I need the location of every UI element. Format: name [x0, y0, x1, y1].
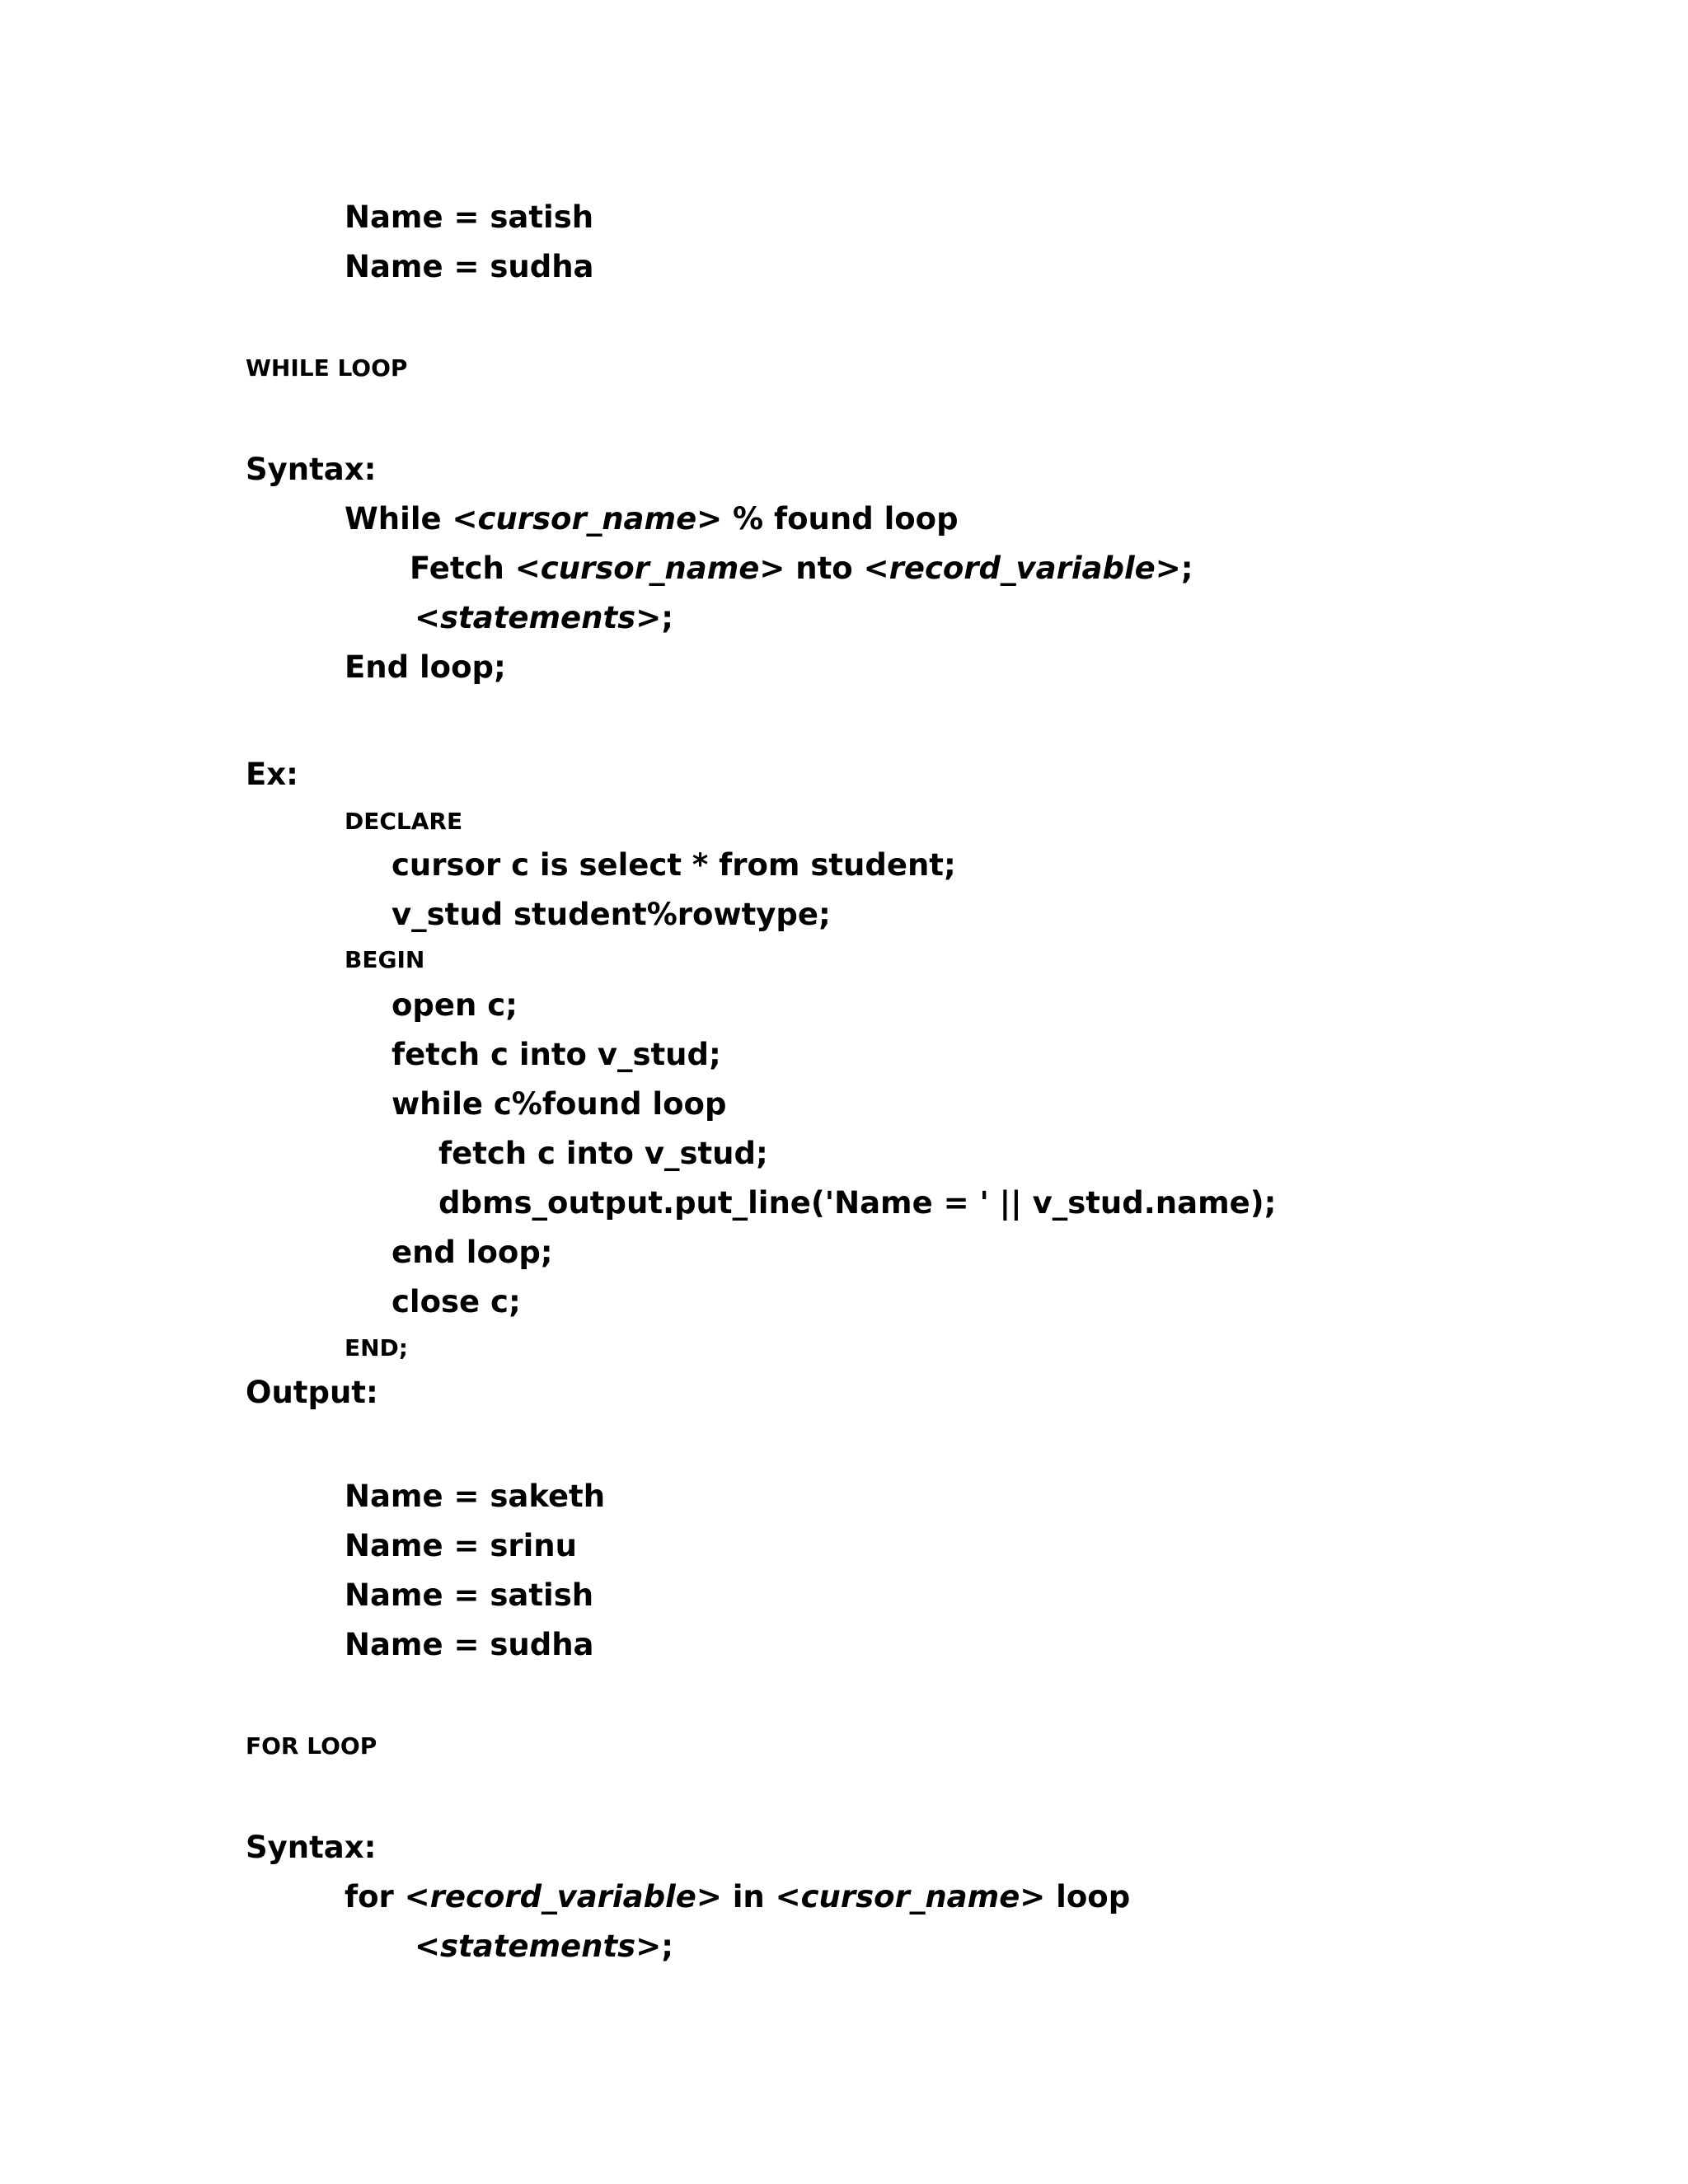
- code-keyword-declare: DECLARE: [345, 808, 463, 835]
- section-heading-while-loop: WHILE LOOP: [246, 354, 408, 382]
- output-line: Name = satish: [345, 199, 594, 235]
- code-line: fetch c into v_stud;: [392, 1037, 721, 1072]
- code-keyword-begin: BEGIN: [345, 946, 425, 973]
- code-line: close c;: [392, 1284, 521, 1319]
- code-line: open c;: [392, 987, 518, 1023]
- output-label: Output:: [246, 1375, 378, 1410]
- syntax-line: for <record_variable> in <cursor_name> loop: [345, 1879, 1131, 1915]
- syntax-label: Syntax:: [246, 1830, 377, 1865]
- output-line: Name = sudha: [345, 249, 594, 284]
- syntax-line: <statements>;: [415, 1929, 673, 1964]
- code-line: dbms_output.put_line('Name = ' || v_stud.name);: [438, 1185, 1277, 1221]
- output-line: Name = satish: [345, 1577, 594, 1613]
- output-line: Name = saketh: [345, 1479, 606, 1514]
- syntax-line: While <cursor_name> % found loop: [345, 501, 959, 537]
- example-label: Ex:: [246, 757, 298, 792]
- code-line: while c%found loop: [392, 1086, 727, 1122]
- code-line: v_stud student%rowtype;: [392, 897, 831, 932]
- section-heading-for-loop: FOR LOOP: [246, 1732, 377, 1760]
- output-line: Name = sudha: [345, 1627, 594, 1662]
- syntax-line: <statements>;: [415, 600, 673, 635]
- code-line: fetch c into v_stud;: [438, 1136, 768, 1171]
- syntax-label: Syntax:: [246, 452, 377, 487]
- syntax-line: Fetch <cursor_name> nto <record_variable>;: [410, 551, 1193, 586]
- code-line: cursor c is select * from student;: [392, 847, 956, 883]
- syntax-line: End loop;: [345, 649, 506, 685]
- code-keyword-end: END;: [345, 1334, 408, 1361]
- output-line: Name = srinu: [345, 1528, 577, 1563]
- code-line: end loop;: [392, 1235, 553, 1270]
